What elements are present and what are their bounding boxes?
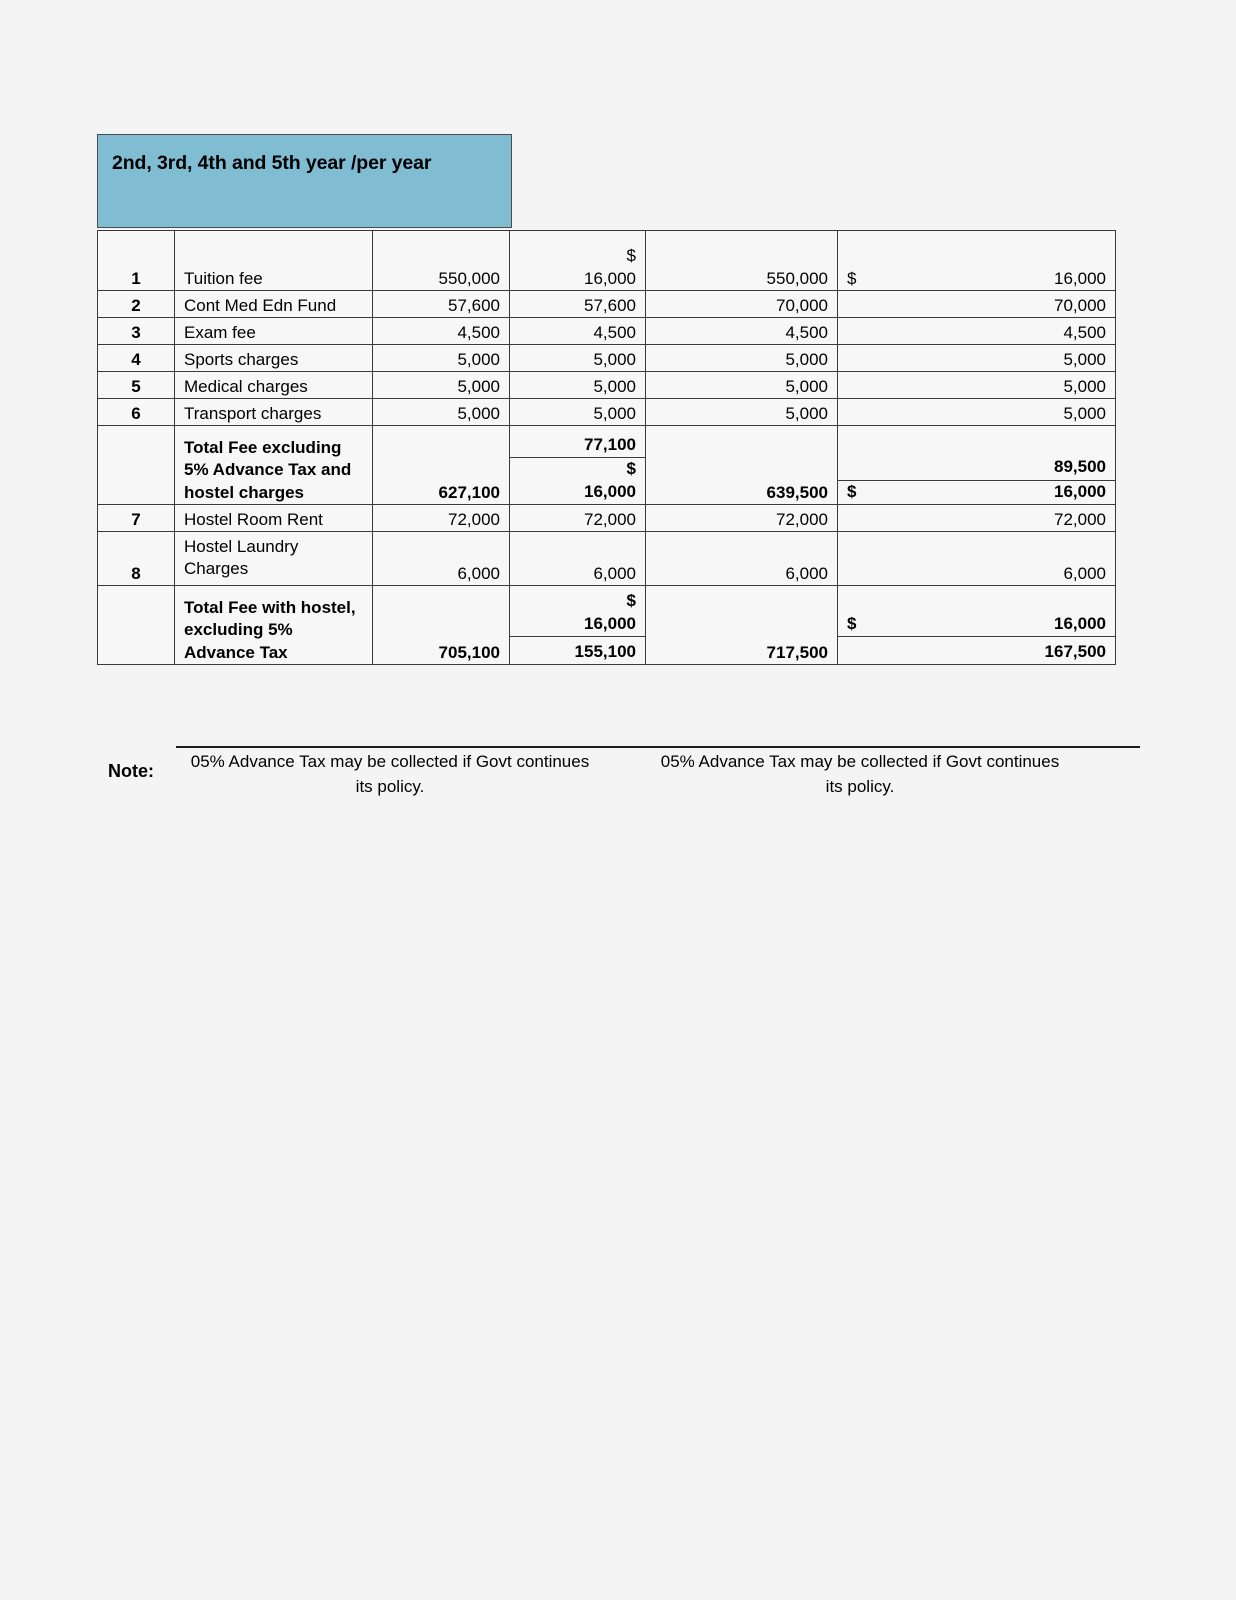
row-label: Hostel Room Rent xyxy=(175,505,373,532)
total-row-with-hostel xyxy=(98,586,1116,665)
split-cell xyxy=(838,613,1115,664)
total-value-2 xyxy=(510,426,646,505)
row-label: Exam fee xyxy=(175,318,373,345)
row-number-empty xyxy=(98,586,175,665)
row-number: 2 xyxy=(98,291,175,318)
currency-row xyxy=(847,613,1106,635)
row-value-4: 5,000 xyxy=(838,345,1116,372)
note-text-right: 05% Advance Tax may be collected if Govt continues its policy. xyxy=(660,752,1060,796)
row-number: 7 xyxy=(98,505,175,532)
total-label: Total Fee with hostel, excluding 5% Advance Tax xyxy=(175,586,373,665)
row-value-3: 72,000 xyxy=(646,505,838,532)
currency-stack xyxy=(584,590,636,635)
row-value-1: 57,600 xyxy=(373,291,510,318)
row-value-4 xyxy=(838,231,1116,291)
row-number-empty xyxy=(98,426,175,505)
row-value-4: 5,000 xyxy=(838,372,1116,399)
currency-amount: 16,000 xyxy=(584,613,636,633)
row-value-3: 5,000 xyxy=(646,372,838,399)
currency-stack xyxy=(584,458,636,503)
row-value-2: 5,000 xyxy=(510,372,646,399)
split-top: 77,100 xyxy=(510,434,645,458)
currency-symbol: $ xyxy=(626,459,636,479)
row-value-3: 5,000 xyxy=(646,399,838,426)
row-value-3: 5,000 xyxy=(646,345,838,372)
row-value-4: 4,500 xyxy=(838,318,1116,345)
currency-row xyxy=(847,268,1106,290)
row-number: 5 xyxy=(98,372,175,399)
table-row xyxy=(98,399,1116,426)
row-value-3: 4,500 xyxy=(646,318,838,345)
fee-table xyxy=(97,230,1116,665)
row-value-4: 6,000 xyxy=(838,532,1116,586)
currency-amount: 16,000 xyxy=(1054,268,1106,288)
row-value-1: 5,000 xyxy=(373,372,510,399)
row-value-2: 6,000 xyxy=(510,532,646,586)
row-value-2: 57,600 xyxy=(510,291,646,318)
row-value-2: 5,000 xyxy=(510,399,646,426)
row-value-1: 5,000 xyxy=(373,345,510,372)
currency-symbol: $ xyxy=(626,591,636,611)
row-value-4: 70,000 xyxy=(838,291,1116,318)
row-value-2: 4,500 xyxy=(510,318,646,345)
currency-stack xyxy=(519,245,636,290)
row-value-1: 550,000 xyxy=(373,231,510,291)
total-value-3: 639,500 xyxy=(646,426,838,505)
total-value-1: 705,100 xyxy=(373,586,510,665)
row-label: Transport charges xyxy=(175,399,373,426)
split-cell xyxy=(838,451,1115,504)
row-value-3: 550,000 xyxy=(646,231,838,291)
row-label: Hostel Laundry Charges xyxy=(175,532,373,586)
row-number: 1 xyxy=(98,231,175,291)
row-label: Sports charges xyxy=(175,345,373,372)
row-value-2: 5,000 xyxy=(510,345,646,372)
note-label: Note: xyxy=(108,761,154,781)
row-label: Cont Med Edn Fund xyxy=(175,291,373,318)
currency-amount: 16,000 xyxy=(584,268,636,288)
split-bottom xyxy=(838,481,1115,504)
table-row xyxy=(98,372,1116,399)
split-top xyxy=(510,590,645,637)
row-number: 8 xyxy=(98,532,175,586)
row-value-2: 72,000 xyxy=(510,505,646,532)
split-top: 89,500 xyxy=(838,451,1115,481)
row-value-4: 5,000 xyxy=(838,399,1116,426)
row-number: 6 xyxy=(98,399,175,426)
currency-symbol: $ xyxy=(847,481,857,501)
currency-amount: 16,000 xyxy=(1054,481,1106,501)
row-value-3: 70,000 xyxy=(646,291,838,318)
row-value-2 xyxy=(510,231,646,291)
row-value-4: 72,000 xyxy=(838,505,1116,532)
row-number: 4 xyxy=(98,345,175,372)
split-top xyxy=(838,613,1115,637)
table-row xyxy=(98,505,1116,532)
split-bottom xyxy=(510,458,645,504)
total-value-1: 627,100 xyxy=(373,426,510,505)
note-divider xyxy=(176,746,1140,748)
split-bottom: 167,500 xyxy=(1044,641,1106,661)
total-label: Total Fee excluding 5% Advance Tax and hostel charges xyxy=(175,426,373,505)
row-value-1: 6,000 xyxy=(373,532,510,586)
total-value-4 xyxy=(838,426,1116,505)
page-title-block xyxy=(97,134,512,228)
row-label: Tuition fee xyxy=(175,231,373,291)
table-row xyxy=(98,318,1116,345)
currency-symbol: $ xyxy=(626,246,636,266)
total-value-2 xyxy=(510,586,646,665)
row-value-1: 4,500 xyxy=(373,318,510,345)
row-value-1: 5,000 xyxy=(373,399,510,426)
page-title: 2nd, 3rd, 4th and 5th year /per year xyxy=(112,152,432,174)
table-row xyxy=(98,291,1116,318)
row-label: Medical charges xyxy=(175,372,373,399)
split-cell xyxy=(510,590,645,664)
total-row-excluding-hostel xyxy=(98,426,1116,505)
note-text-left: 05% Advance Tax may be collected if Govt continues its policy. xyxy=(190,752,590,796)
row-value-3: 6,000 xyxy=(646,532,838,586)
table-row xyxy=(98,532,1116,586)
row-value-1: 72,000 xyxy=(373,505,510,532)
currency-amount: 16,000 xyxy=(1054,613,1106,633)
currency-symbol: $ xyxy=(847,613,857,633)
currency-amount: 16,000 xyxy=(584,481,636,501)
row-number: 3 xyxy=(98,318,175,345)
currency-symbol: $ xyxy=(847,268,857,288)
split-bottom: 155,100 xyxy=(574,641,636,661)
table-row xyxy=(98,345,1116,372)
split-cell xyxy=(510,434,645,504)
total-value-4 xyxy=(838,586,1116,665)
currency-row xyxy=(847,481,1106,503)
table-row xyxy=(98,231,1116,291)
total-value-3: 717,500 xyxy=(646,586,838,665)
